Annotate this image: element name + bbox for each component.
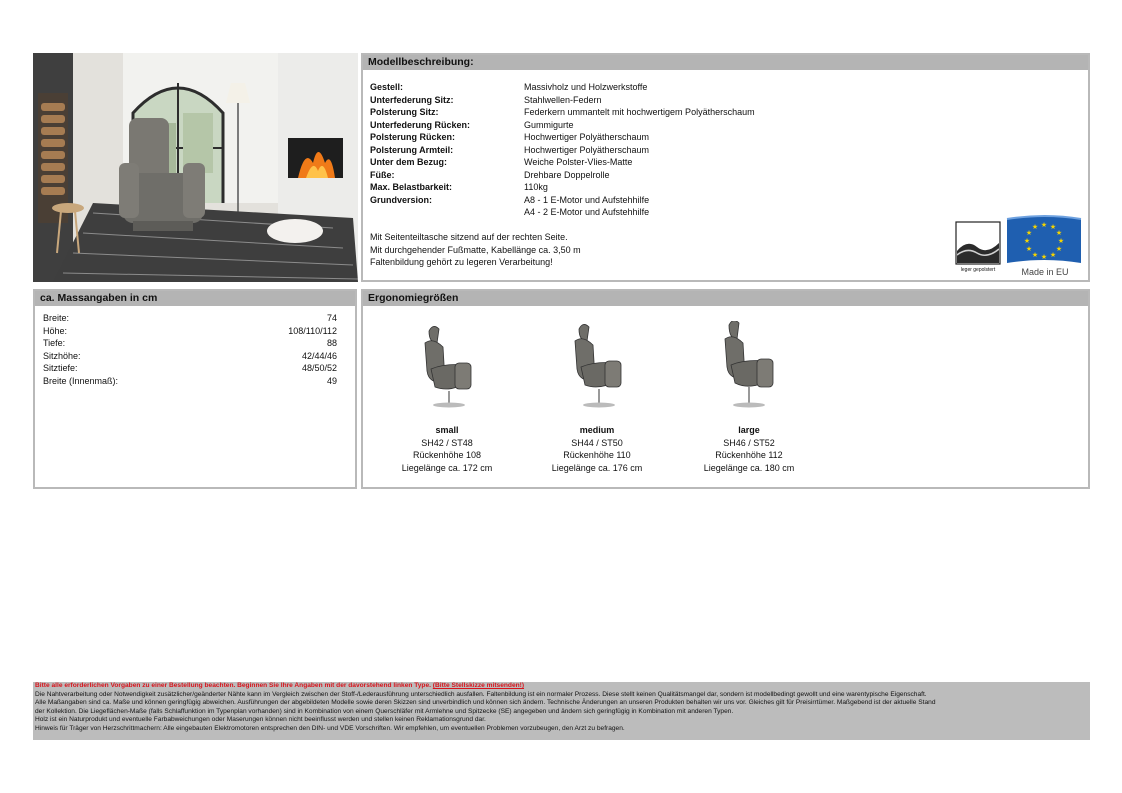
svg-text:★: ★ [1040,253,1048,261]
svg-text:★: ★ [1055,245,1063,253]
made-in-eu-icon [1005,215,1085,277]
dimension-label: Breite (Innenmaß): [43,375,119,386]
svg-text:★: ★ [1049,251,1057,259]
dimension-value: 74 [326,313,337,323]
disclaimer-line: Die Nahtverarbeitung oder Notwendigkeit zusätzlicher/geänderter Nähte kann im Vergleich zwischen der Stoff-/Lederausführung unterschiedlich ausfallen. Faltenbildung ist ein normaler Prozess. Diese stellt keinen Qualitätsmangel dar, sondern ist modellbedingt gewollt und eine warentypische Eigenschaft. [35,690,927,698]
disclaimer-line: der Kollektion. Die Liegeflächen-Maße (falls Schlaffunktion im Typenplan vorhanden) sind in Kombination von einem Querschläfer mit Armlehne und Spitzecke (SE) angegeben und ändern sich geringfügig in Kombination mit anderen Typen. [35,707,734,715]
svg-text:★: ★ [1057,237,1065,245]
chair-large-icon [715,321,779,413]
note-line: Mit durchgehender Fußmatte, Kabellänge ca. 3,50 m [370,244,581,255]
size-name: large [738,425,760,435]
disclaimer-line: Alle Maßangaben sind ca. Maße und können geringfügig abweichen. Ausführungen der abgebildeten Modelle sowie deren Skizzen sind unverbindlich und können sich ändern. Technische Änderungen an unseren Produkten behalten wir uns vor. Gleiches gilt für Preisirrtümer. Maßgebend ist der aktuelle Stand [35,699,936,706]
spec-label: Gestell: [370,82,404,92]
size-large [689,424,809,474]
dimension-value: 42/44/46 [301,350,337,361]
dimension-value: 88 [326,338,337,348]
sketch-request: (Bitte Stellskizze mitsenden!) [432,682,525,689]
spec-value: Federkern ummantelt mit hochwertigem Polyätherschaum [524,107,755,117]
spec-label [370,206,524,219]
spec-table [370,81,755,219]
dimension-value: 49 [326,375,337,386]
spec-label: Polsterung Rücken: [370,132,456,142]
spec-label: Grundversion: [370,194,433,205]
svg-text:★: ★ [1025,245,1033,253]
spec-value: Hochwertiger Polyätherschaum [524,144,650,155]
size-small [387,424,507,474]
dimension-row [43,337,337,350]
size-lying-length: Liegelänge ca. 176 cm [551,462,643,473]
dimension-value: 108/110/112 [288,325,337,336]
spec-row [370,131,755,144]
description-notes [370,231,581,269]
model-description-panel [361,53,1090,282]
footer-disclaimer [33,682,1090,740]
ergonomics-panel [361,289,1090,489]
size-lying-length: Liegelänge ca. 172 cm [401,462,493,473]
spec-label: Füße: [370,169,395,180]
spec-label: Max. Belastbarkeit: [370,182,453,192]
note-line: Mit Seitenteiltasche sitzend auf der rechten Seite. [370,232,568,242]
dimension-label: Sitztiefe: [43,363,78,373]
spec-value: A4 - 2 E-Motor und Aufstehhilfe [524,207,650,217]
spec-row [370,81,755,94]
size-back-height: Rückenhöhe 108 [412,450,482,460]
model-description-header: Modellbeschreibung: [363,55,1088,70]
wash-label: leger gepolstert [960,267,996,273]
dimension-row [43,350,337,363]
size-name: small [435,425,459,435]
spec-row [370,144,755,157]
size-back-height: Rückenhöhe 110 [563,450,631,460]
spec-value: 110kg [524,182,548,192]
spec-value: Hochwertiger Polyätherschaum [524,132,650,142]
disclaimer-line: Hinweis für Träger von Herzschrittmachern: Alle eingebauten Elektromotoren entsprechen den DIN- und VDE Vorschriften. Wir empfehlen, um eventuellen Problemen vorzubeugen, den Arzt zu befragen. [35,724,625,732]
disclaimer-line: Holz ist ein Naturprodukt und eventuelle Farbabweichungen oder Maserungen können nicht beeinflusst werden und stellen keinen Reklamationsgrund dar. [35,716,486,723]
dimension-row [43,325,337,338]
order-warning [35,682,1088,691]
size-medium [537,424,657,474]
svg-text:★: ★ [1023,237,1031,245]
size-name: medium [579,425,615,435]
spec-value: Massivholz und Holzwerkstoffe [524,82,648,92]
svg-text:★: ★ [1031,223,1039,231]
leger-gepolstert-icon [955,221,1001,273]
size-code: SH42 / ST48 [421,437,473,448]
product-photo [33,53,358,282]
spec-row [370,156,755,169]
size-back-height: Rückenhöhe 112 [715,450,783,460]
svg-text:★: ★ [1049,223,1057,231]
dimension-row [43,362,337,375]
dimensions-panel [33,289,357,489]
spec-row [370,94,755,107]
note-line: Faltenbildung gehört zu legeren Verarbeitung! [370,257,553,267]
dimensions-header: ca. Massangaben in cm [35,291,355,306]
spec-row [370,119,755,132]
svg-text:★: ★ [1055,229,1063,237]
spec-row [370,181,755,194]
spec-row [370,106,755,119]
svg-text:★: ★ [1040,221,1048,229]
spec-value: Stahlwellen-Federn [524,94,602,105]
ergonomics-header: Ergonomiegrößen [363,291,1088,306]
chair-medium-icon [565,321,629,413]
spec-label: Polsterung Sitz: [370,107,439,117]
size-code: SH46 / ST52 [723,437,775,448]
dimension-label: Tiefe: [43,338,66,348]
spec-value: Drehbare Doppelrolle [524,169,610,180]
svg-text:★: ★ [1025,229,1033,237]
spec-value: Weiche Polster-Vlies-Matte [524,157,633,167]
spec-value: A8 - 1 E-Motor und Aufstehhilfe [524,194,650,205]
spec-row [370,169,755,182]
spec-row [370,206,755,219]
dimension-row [43,312,337,325]
dimension-value: 48/50/52 [301,363,337,373]
eu-label: Made in EU [1021,267,1069,277]
spec-row [370,194,755,207]
chair-small-icon [415,321,479,413]
spec-label: Unterfederung Sitz: [370,94,454,105]
order-warning-text: Bitte alle erforderlichen Vorgaben zu einer Bestellung beachten. Beginnen Sie Ihre Angaben mit der davorstehend linken Type. [35,682,431,689]
dimension-label: Höhe: [43,325,68,336]
spec-label: Polsterung Armteil: [370,144,454,155]
spec-value: Gummigurte [524,119,574,130]
size-code: SH44 / ST50 [571,437,623,448]
size-lying-length: Liegelänge ca. 180 cm [703,462,795,473]
spec-label: Unter dem Bezug: [370,157,448,167]
room-scene-image [33,53,358,282]
svg-text:★: ★ [1031,251,1039,259]
spec-label: Unterfederung Rücken: [370,119,471,130]
dimension-row [43,375,337,388]
dimensions-table [43,312,337,387]
dimension-label: Sitzhöhe: [43,350,81,361]
dimension-label: Breite: [43,313,70,323]
